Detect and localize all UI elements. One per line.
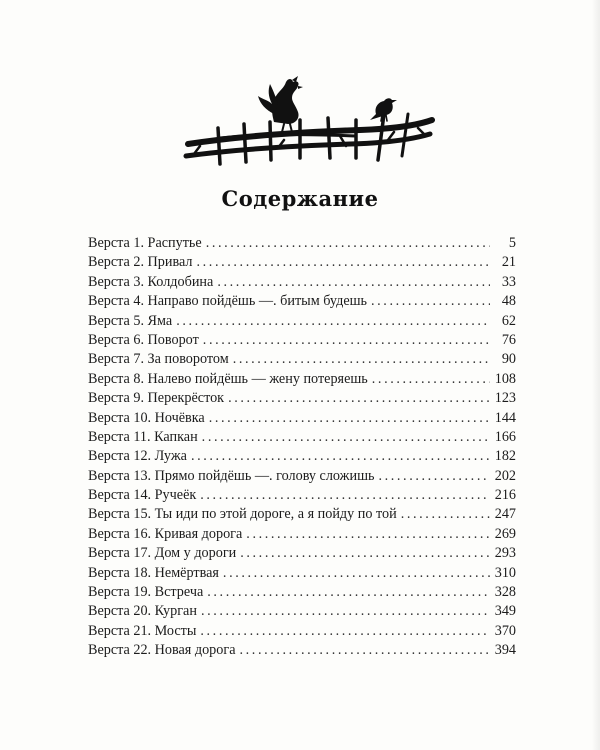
- toc-entry: [88, 389, 516, 408]
- toc-entry-page-number: 349: [494, 603, 516, 620]
- toc-entry-page-number: 108: [494, 370, 516, 387]
- toc-entry: [88, 467, 516, 486]
- toc-entry: [88, 350, 516, 369]
- toc-dot-leader: [401, 505, 490, 524]
- toc-entry-title: Верста 21. Мосты: [88, 622, 197, 639]
- toc-entry-page-number: 269: [494, 525, 516, 542]
- toc-entry: [88, 564, 516, 583]
- toc-entry: [88, 505, 516, 524]
- page-title: Содержание: [221, 186, 379, 211]
- toc-entry: [88, 312, 516, 331]
- toc-entry-page-number: 166: [494, 428, 516, 445]
- toc-entry: [88, 622, 516, 641]
- toc-entry-title: Верста 6. Поворот: [88, 331, 199, 348]
- toc-entry-title: Верста 4. Направо пойдёшь —. битым будешь: [88, 293, 368, 310]
- toc-entry-page-number: 48: [501, 293, 516, 310]
- toc-entry: [88, 331, 516, 350]
- toc-dot-leader: [201, 602, 490, 621]
- toc-entry: [88, 641, 516, 660]
- toc-entry-page-number: 144: [494, 409, 516, 426]
- toc-entry-title: Верста 7. За поворотом: [88, 351, 229, 368]
- toc-dot-leader: [200, 486, 490, 505]
- toc-entry-page-number: 123: [494, 390, 516, 407]
- toc-entry-page-number: 394: [494, 642, 516, 659]
- toc-dot-leader: [217, 273, 490, 292]
- toc-dot-leader: [200, 622, 490, 641]
- toc-dot-leader: [233, 350, 490, 369]
- page-edge-shadow: [592, 0, 600, 750]
- toc-dot-leader: [202, 428, 490, 447]
- toc-dot-leader: [203, 331, 490, 350]
- toc-entry: [88, 428, 516, 447]
- toc-entry-title: Верста 18. Немёртвая: [88, 564, 219, 581]
- toc-entry-page-number: 202: [494, 467, 516, 484]
- toc-entry-title: Верста 20. Курган: [88, 603, 197, 620]
- toc-entry-title: Верста 5. Яма: [88, 312, 173, 329]
- toc-dot-leader: [371, 292, 490, 311]
- toc-entry-title: Верста 17. Дом у дороги: [88, 545, 237, 562]
- toc-entry: [88, 583, 516, 602]
- toc-dot-leader: [223, 564, 490, 583]
- toc-entry-title: Верста 15. Ты иди по этой дороге, а я пойду по той: [88, 506, 397, 523]
- toc-dot-leader: [378, 467, 490, 486]
- toc-entry-title: Верста 13. Прямо пойдёшь —. голову сложишь: [88, 467, 375, 484]
- toc-entry-page-number: 62: [501, 312, 516, 329]
- toc-dot-leader: [207, 583, 490, 602]
- toc-entry-page-number: 370: [494, 622, 516, 639]
- toc-entry-page-number: 182: [494, 448, 516, 465]
- toc-entry-title: Верста 22. Новая дорога: [88, 642, 236, 659]
- toc-dot-leader: [191, 447, 490, 466]
- toc-dot-leader: [240, 641, 491, 660]
- toc-dot-leader: [372, 370, 490, 389]
- toc-entry: [88, 273, 516, 292]
- toc-dot-leader: [240, 544, 490, 563]
- toc-entry: [88, 447, 516, 466]
- toc-entry: [88, 234, 516, 253]
- toc-entry-title: Верста 12. Лужа: [88, 448, 187, 465]
- toc-entry-page-number: 310: [494, 564, 516, 581]
- toc-entry-title: Верста 11. Капкан: [88, 428, 198, 445]
- toc-entry-title: Верста 16. Кривая дорога: [88, 525, 243, 542]
- toc-dot-leader: [209, 409, 490, 428]
- toc-entry: [88, 370, 516, 389]
- toc-entry-title: Верста 8. Налево пойдёшь — жену потеряешь: [88, 370, 368, 387]
- toc-entry: [88, 486, 516, 505]
- toc-dot-leader: [197, 253, 490, 272]
- toc-entry-page-number: 33: [501, 273, 516, 290]
- toc-entry-title: Верста 3. Колдобина: [88, 273, 214, 290]
- toc-dot-leader: [176, 312, 490, 331]
- table-of-contents: [88, 234, 516, 661]
- toc-entry-title: Верста 14. Ручеёк: [88, 487, 197, 504]
- toc-entry: [88, 409, 516, 428]
- toc-dot-leader: [206, 234, 490, 253]
- toc-entry-title: Верста 10. Ночёвка: [88, 409, 205, 426]
- toc-entry-title: Верста 9. Перекрёсток: [88, 390, 225, 407]
- toc-entry-page-number: 247: [494, 506, 516, 523]
- toc-entry-page-number: 21: [501, 254, 516, 271]
- toc-entry-page-number: 328: [494, 584, 516, 601]
- toc-entry-page-number: 90: [501, 351, 516, 368]
- toc-entry-page-number: 5: [508, 235, 516, 251]
- toc-entry: [88, 292, 516, 311]
- toc-dot-leader: [246, 525, 490, 544]
- toc-entry-page-number: 293: [494, 545, 516, 562]
- toc-entry: [88, 253, 516, 272]
- toc-entry-page-number: 76: [501, 331, 516, 348]
- toc-entry-title: Верста 19. Встреча: [88, 584, 204, 601]
- toc-entry-title: Верста 2. Привал: [88, 254, 193, 271]
- toc-entry-title: Верста 1. Распутье: [88, 235, 202, 251]
- toc-entry: [88, 544, 516, 563]
- fence-with-rooster-and-crow-icon: [180, 74, 435, 166]
- toc-entry: [88, 525, 516, 544]
- toc-entry-page-number: 216: [494, 487, 516, 504]
- toc-entry: [88, 602, 516, 621]
- toc-dot-leader: [228, 389, 490, 408]
